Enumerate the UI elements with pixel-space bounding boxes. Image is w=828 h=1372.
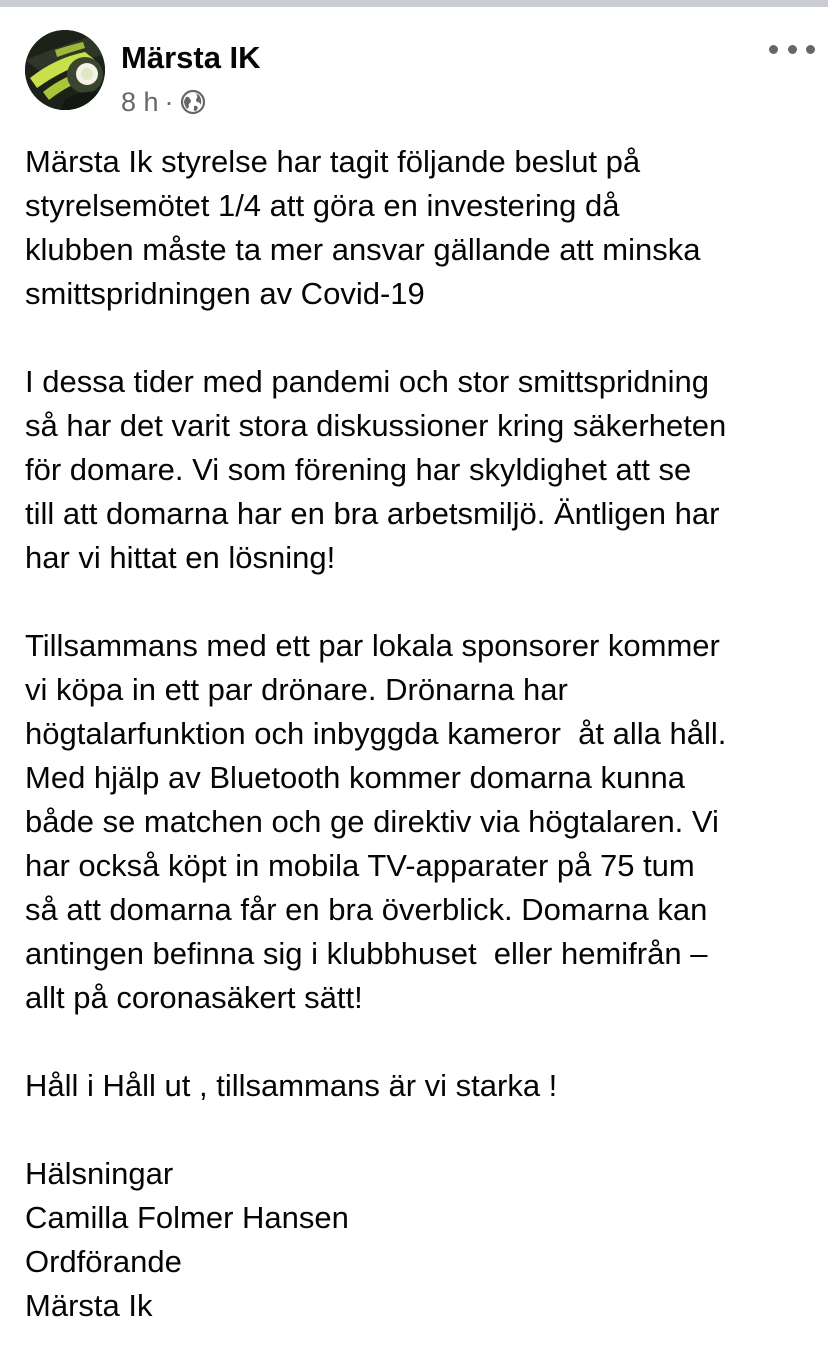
post-text-line: Håll i Håll ut , tillsammans är vi starka ! — [25, 1068, 558, 1103]
more-options-icon — [769, 45, 778, 54]
post-text-line: klubben måste ta mer ansvar gällande att minska — [25, 232, 701, 267]
post-text-line: styrelsemötet 1/4 att göra en investering då — [25, 188, 620, 223]
more-options-button[interactable] — [769, 36, 815, 62]
post-text — [25, 140, 815, 1372]
post-text-line: antingen befinna sig i klubbhuset eller hemifrån – — [25, 936, 708, 971]
post-text-line: Tillsammans med ett par lokala sponsorer kommer — [25, 628, 720, 663]
post-text-line: till att domarna har en bra arbetsmiljö. Äntligen har — [25, 496, 720, 531]
post-paragraph — [25, 360, 815, 580]
top-divider — [0, 0, 828, 7]
post-paragraph — [25, 140, 815, 316]
post-text-line: Hälsningar — [25, 1156, 174, 1191]
meta-separator: · — [164, 86, 174, 117]
post-text-line: så att domarna får en bra överblick. Domarna kan — [25, 892, 708, 927]
post-paragraph — [25, 1064, 815, 1108]
post-text-line: smittspridningen av Covid-19 — [25, 276, 425, 311]
post-paragraph — [25, 624, 815, 1020]
post-text-line: Märsta Ik — [25, 1288, 153, 1323]
post-text-line: högtalarfunktion och inbyggda kameror åt alla håll. — [25, 716, 727, 751]
post-text-line: har också köpt in mobila TV-apparater på 75 tum — [25, 848, 695, 883]
author-name[interactable]: Märsta IK — [121, 40, 261, 75]
post-text-line: både se matchen och ge direktiv via högtalaren. Vi — [25, 804, 719, 839]
avatar[interactable] — [25, 30, 105, 110]
post-text-line: har vi hittat en lösning! — [25, 540, 336, 575]
globe-icon — [180, 89, 206, 115]
post-text-line: Camilla Folmer Hansen — [25, 1200, 349, 1235]
avatar-image — [25, 30, 105, 110]
post-text-line: Med hjälp av Bluetooth kommer domarna kunna — [25, 760, 685, 795]
more-options-icon — [806, 45, 815, 54]
post-time[interactable]: 8 h — [121, 86, 159, 117]
post-text-line: I dessa tider med pandemi och stor smittspridning — [25, 364, 710, 399]
post-text-line: Märsta Ik styrelse har tagit följande beslut på — [25, 144, 641, 179]
post-text-line: vi köpa in ett par drönare. Drönarna har — [25, 672, 568, 707]
post-header — [25, 30, 815, 120]
post-signature — [25, 1152, 815, 1328]
post-meta — [121, 87, 206, 117]
more-options-icon — [788, 45, 797, 54]
post-text-line: för domare. Vi som förening har skyldighet att se — [25, 452, 692, 487]
post-text-line: Ordförande — [25, 1244, 182, 1279]
post-text-line: så har det varit stora diskussioner kring säkerheten — [25, 408, 727, 443]
post-text-line: allt på coronasäkert sätt! — [25, 980, 363, 1015]
